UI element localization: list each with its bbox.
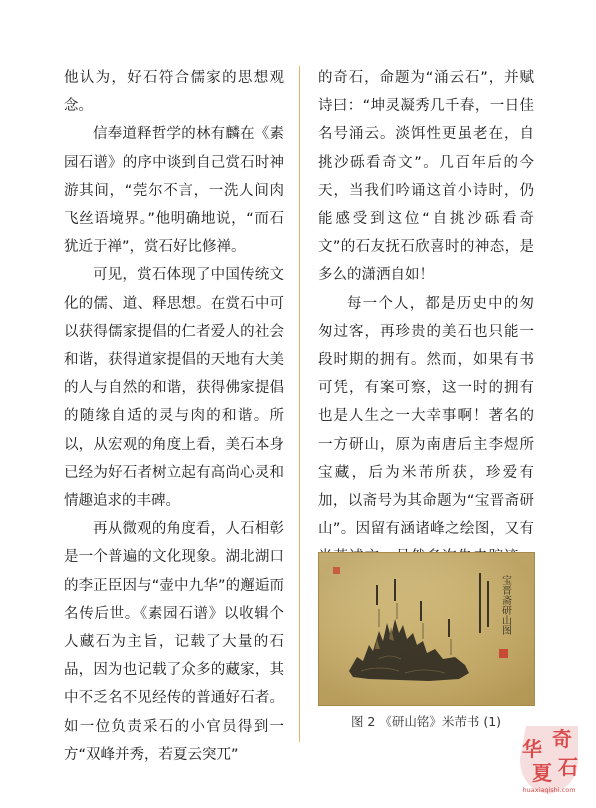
figure-caption: 图 2 《研山铭》米芾书 (1) [350,714,502,729]
logo-char-hua: 华 [522,737,542,761]
inkstone-painting-image [319,553,534,705]
paragraph: 每一个人，都是历史中的匆匆过客，再珍贵的美石也只能一段时期的拥有。然而，如果有书可凭，有案可察，这一时的拥有也是人生之一大幸事啊！著名的一方研山，原为南唐后主李煜所宝藏，后为米芾所获，珍爱有加，以斋号为其命题为“宝晋斋研山”。因留有涵诸峰之绘图，又有 [318,295,534,538]
painting-title: 宝晋斋研山图 [499,575,511,635]
logo-char-qi: 奇 [552,727,572,751]
right-text-column [318,64,534,600]
paragraph: 信奉道释哲学的林有麟在《素园石谱》的序中谈到自己赏石时神游其间，“莞尔不言，一洗人间肉飞丝语境界。”他明确地说，“而石犹近于禅”，赏石好比修禅。 [64,126,284,256]
paragraph: 可见，赏石体现了中国传统文化的儒、道、释思想。在赏石中可以获得儒家提倡的仁者爱人的社会和谐，获得道家提倡的天地有大美的人与自然的和谐，获得佛家提倡的随缘自适的灵与肉的和谐。所以，从宏观的角度上看，美石本身已经为好石者树立起有高尚心灵和情趣追求的丰碑。 [64,267,284,510]
column-divider [299,66,300,742]
left-text-column [64,64,284,769]
paragraph: 他认为，好石符合儒家的思想观念。 [64,70,284,115]
logo-char-xia: 夏 [532,761,552,785]
paragraph: 再从微观的角度看，人石相彰是一个普遍的文化现象。湖北湖口的李正臣因与“壶中九华”的邂逅而名传后世。《素园石谱》以收辑个人藏石为主旨，记载了大量的石品，因为也记载了众多的藏家，其中不乏名不见经传的普通好石者。如一位负责采石的小官员得到一方“双峰并秀，若夏云突兀” [64,521,284,763]
logo-char-shi: 石 [558,755,578,779]
paragraph: 的奇石，命题为“涌云石”，并赋诗曰：“坤灵凝秀几千春，一日佳名号涌云。淡饵性更虽老在，自挑沙砾看奇文”。几百年后的今天，当我们吟诵这首小诗时，仍能感受到这位“自挑沙砾看奇文”的石友抚石欣喜时的神态，是多么的潇洒自如！ [318,70,534,284]
watermark-url: huaxiaqishi.com [522,786,576,794]
inkstone-painting-figure [318,552,535,706]
